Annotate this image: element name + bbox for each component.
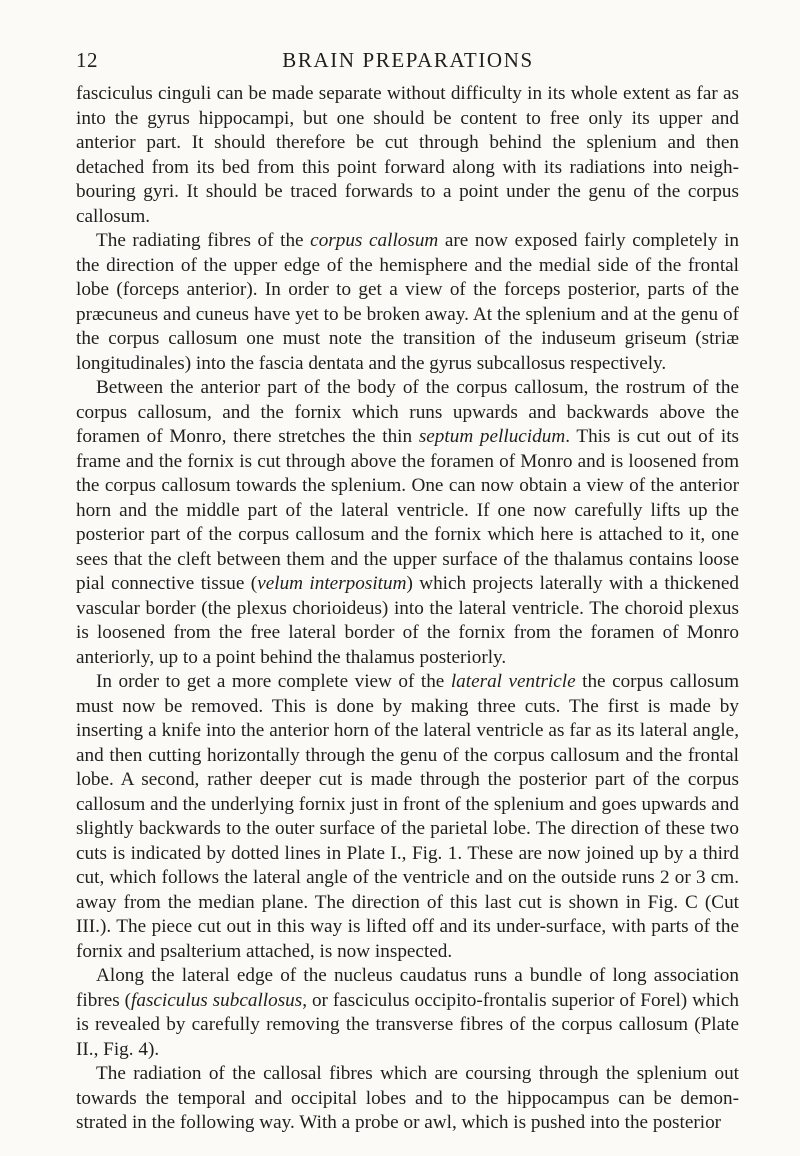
text-run: . This is cut out of its frame and the fornix is cut through above the foramen of Monro and is loosened from the corpus callosum towards the splenium. One can now obtain a view of the anterior horn and the middle part of the lateral ventricle. If one now carefully lifts up the posterior part of the corpus callosum and the fornix which here is attached to it, one sees that the cleft between them and the upper surface of the thalamus contains loose pial connective tissue ( xyxy=(76,426,740,594)
body-text xyxy=(76,82,739,1136)
italic-term: septum pellucidum xyxy=(418,426,566,447)
text-run: Along the lateral edge of the nucleus caudatus runs a bundle of long association fibres ( xyxy=(76,965,739,1011)
italic-term: fasciculus subcallosus xyxy=(131,989,303,1011)
paragraph-5 xyxy=(76,964,739,1062)
paragraph-4 xyxy=(76,670,739,964)
text-run: are now exposed fairly completely in the direction of the upper edge of the hemisphere and the medial side of the frontal lobe (forceps anterior). In order to get a view of the forceps posterior, parts of the præcuneus and cuneus have yet to be broken away. At the splenium and at the genu of the corpus callosum one must note the transition of the induseum griseum (striæ longitudinales) into the fascia dentata and the gyrus subcallosus respectively. xyxy=(76,230,739,374)
text-run: fasciculus cinguli can be made separate without difficulty in its whole extent as far as into the gyrus hippocampi, but one should be content to free only its upper and anterior part. It should therefore be cut through behind the splenium and then detached from its bed from this point forward along with its radiations into neigh-bouring gyri. It should be traced forwards to a point under the genu of the corpus callosum. xyxy=(76,83,739,227)
paragraph-2 xyxy=(76,229,739,376)
italic-term: lateral ventricle xyxy=(450,671,576,692)
text-run: ) which projects laterally with a thickened vascular border (the plexus chorioideus) into the lateral ventricle. The choroid plexus is loosened from the free lateral border of the fornix from the foramen of Monro anteriorly, up to a point behind the thalamus posteriorly. xyxy=(76,573,739,668)
running-head: BRAIN PREPARATIONS xyxy=(282,48,534,72)
text-run: In order to get a more complete view of the xyxy=(96,671,451,692)
italic-term: velum interpositum xyxy=(257,573,407,594)
paragraph-1 xyxy=(76,82,739,229)
paragraph-6 xyxy=(76,1062,739,1136)
text-run: , or fasciculus occipito-frontalis superior of Forel) which is revealed by carefully removing the transverse fibres of the corpus callosum (Plate II., Fig. 4). xyxy=(76,989,739,1060)
italic-term: corpus callosum xyxy=(310,230,439,251)
text-run: The radiating fibres of the xyxy=(96,230,311,251)
paragraph-3 xyxy=(76,376,739,670)
text-run: the corpus callosum must now be removed. This is done by making three cuts. The first is made by inserting a knife into the anterior horn of the lateral ventricle as far as its lateral angle, and then cutting horizontally through the genu of the corpus callosum and the frontal lobe. A second, rather deeper cut is made through the posterior part of the corpus callosum and the underlying fornix just in front of the splenium and goes upwards and slightly backwards to the outer surface of the parietal lobe. The direction of these two cuts is indicated by dotted lines in Plate I., Fig. 1. These are now joined up by a third cut, which follows the lateral angle of the ventricle and on the outside runs 2 or 3 cm. away from the median plane. The direction of this last cut is shown in Fig. C (Cut III.). The piece cut out in this way is lifted off and its under-surface, with parts of the fornix and psalterium attached, is now inspected. xyxy=(76,671,739,962)
text-run: The radiation of the callosal fibres which are coursing through the splenium out towards the temporal and occipital lobes and to the hippocampus can be demon-strated in the following way. With a probe or awl, which is pushed into the posterior xyxy=(76,1063,739,1133)
page-number: 12 xyxy=(76,48,98,72)
page-header xyxy=(76,48,740,78)
text-run: Between the anterior part of the body of the corpus callosum, the rostrum of the corpus callosum, and the fornix which runs upwards and backwards above the foramen of Monro, there stretches the thin xyxy=(76,377,739,447)
